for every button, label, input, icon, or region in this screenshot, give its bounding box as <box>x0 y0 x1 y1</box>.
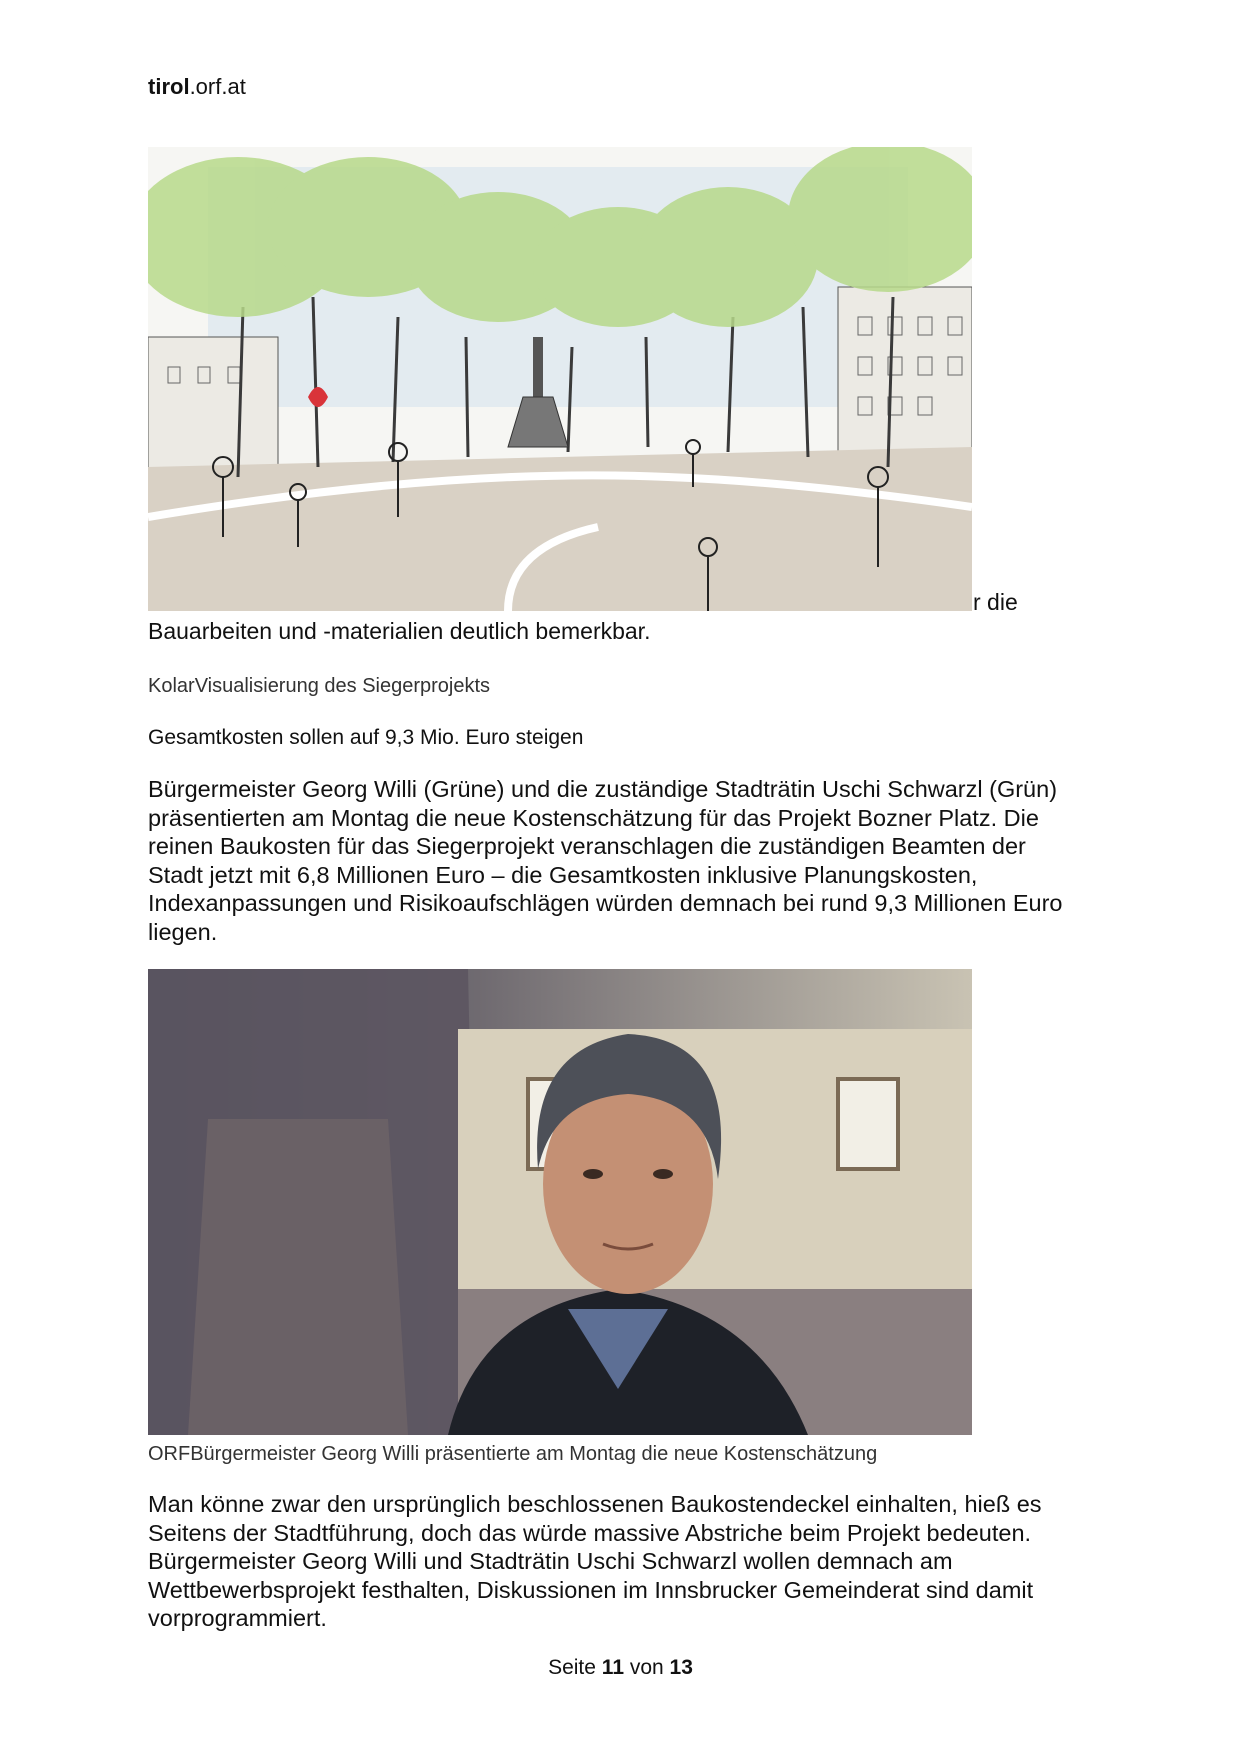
body-paragraph: Man könne zwar den ursprünglich beschlossenen Baukostendeckel einhalten, hieß es Seitens der Stadtführung, doch das würde massive Abstriche beim Projekt bedeuten. Bürgermeister Georg Willi und Stadträtin Uschi Schwarzl wollen demnach am Wettbewerbsprojekt festhalten, Diskussionen im Innsbrucker Gemeinderat sind damit vorprogrammiert. <box>148 1491 1042 1631</box>
image-caption: ORFBürgermeister Georg Willi präsentierte am Montag die neue Kostenschätzung <box>148 1443 878 1465</box>
site-header <box>148 74 246 100</box>
site-name-bold: tirol <box>148 74 190 99</box>
footer-middle: von <box>629 1656 664 1679</box>
current-page-number: 11 <box>601 1656 624 1679</box>
portrait-photo-image <box>148 969 972 1435</box>
sketch-visualization-image <box>148 147 972 611</box>
body-paragraph: Bürgermeister Georg Willi (Grüne) und die zuständige Stadträtin Uschi Schwarzl (Grün) präsentierten am Montag die neue Kostenschätzung für das Projekt Bozner Platz. Die reinen Baukosten für das Siegerprojekt veranschlagen die zuständigen Beamten der Stadt jetzt mit 6,8 Millionen Euro – die Gesamtkosten inklusive Planungskosten, Indexanpassungen und Risikoaufschlägen würden demnach bei rund 9,3 Millionen Euro liegen. <box>148 776 1063 945</box>
paragraph-fragment: Bauarbeiten und -materialien deutlich bemerkbar. <box>148 618 651 644</box>
footer-prefix: Seite <box>548 1656 596 1679</box>
page-footer <box>0 1656 1241 1680</box>
subheading: Gesamtkosten sollen auf 9,3 Mio. Euro steigen <box>148 726 584 749</box>
text-fragment: r die <box>973 589 1018 615</box>
total-page-number: 13 <box>669 1656 693 1679</box>
image-caption: KolarVisualisierung des Siegerprojekts <box>148 675 491 697</box>
site-name-rest: .orf.at <box>189 74 246 99</box>
